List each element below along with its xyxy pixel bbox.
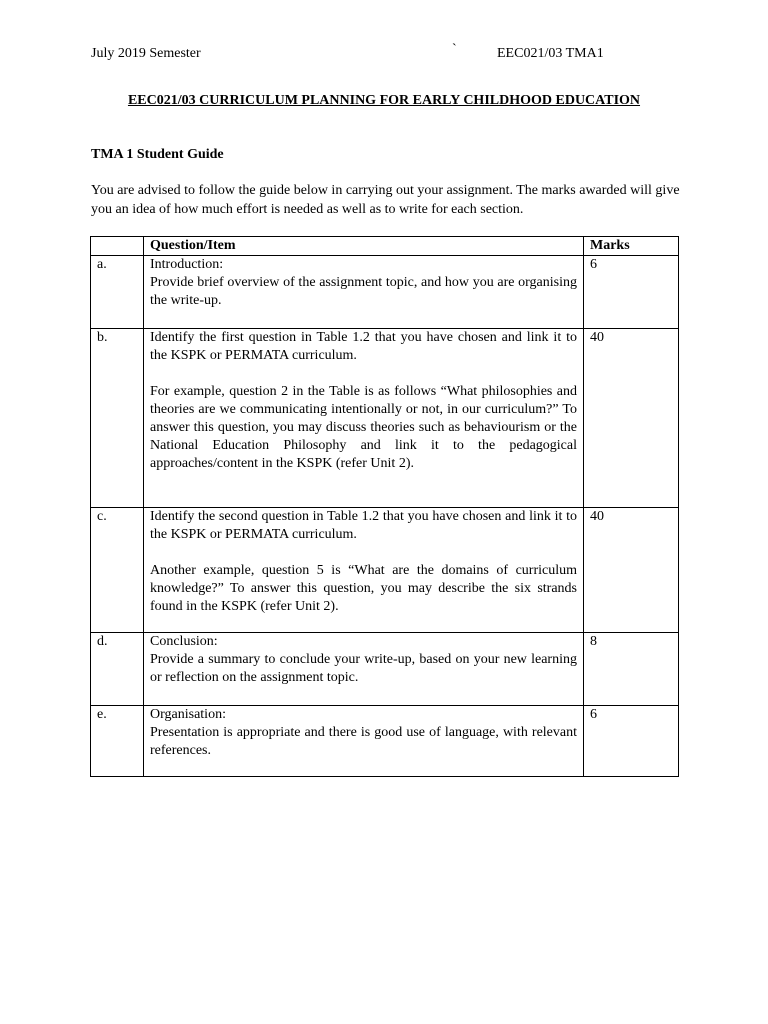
row-question-cell	[144, 329, 584, 508]
row-description: Identify the second question in Table 1.2 that you have chosen and link it to the KSPK or PERMATA curriculum.	[150, 509, 577, 542]
row-label: d.	[91, 633, 144, 706]
header-cell-label	[91, 237, 144, 256]
table-header-row	[91, 237, 679, 256]
row-example: Another example, question 5 is “What are the domains of curriculum knowledge?” To answer this question, you may describe the six strands found in the KSPK (refer Unit 2).	[150, 563, 577, 614]
table-row	[91, 706, 679, 777]
table-row	[91, 508, 679, 633]
course-title: EEC021/03 CURRICULUM PLANNING FOR EARLY CHILDHOOD EDUCATION	[127, 93, 641, 108]
row-label: a.	[91, 256, 144, 329]
header-cell-marks: Marks	[584, 237, 679, 256]
row-description: Presentation is appropriate and there is good use of language, with relevant references.	[150, 725, 577, 758]
table-row	[91, 329, 679, 508]
header-tick-mark: `	[452, 42, 457, 57]
row-example: For example, question 2 in the Table is as follows “What philosophies and theories are we communicating intentionally or not, in our curriculum?” To answer this question, you may discuss theories such as behaviourism or the National Education Philosophy and link it to the pedagogical approaches/content in the KSPK (refer Unit 2).	[150, 384, 577, 471]
row-question-cell	[144, 256, 584, 329]
row-marks: 6	[584, 256, 679, 329]
marks-guide-table	[90, 236, 679, 777]
row-marks: 6	[584, 706, 679, 777]
intro-paragraph: You are advised to follow the guide below in carrying out your assignment. The marks awarded will give you an idea of how much effort is needed as well as to write for each section.	[91, 183, 680, 217]
header-semester: July 2019 Semester	[91, 46, 201, 61]
row-label: c.	[91, 508, 144, 633]
row-title: Introduction:	[150, 257, 224, 272]
row-title: Conclusion:	[150, 634, 218, 649]
table-row	[91, 256, 679, 329]
table-row	[91, 633, 679, 706]
row-title: Organisation:	[150, 707, 226, 722]
row-description: Provide a summary to conclude your write-up, based on your new learning or reflection on the assignment topic.	[150, 652, 577, 685]
row-label: e.	[91, 706, 144, 777]
row-marks: 40	[584, 508, 679, 633]
row-marks: 40	[584, 329, 679, 508]
row-label: b.	[91, 329, 144, 508]
row-question-cell	[144, 633, 584, 706]
header-cell-question: Question/Item	[144, 237, 584, 256]
row-description: Provide brief overview of the assignment topic, and how you are organising the write-up.	[150, 275, 577, 308]
guide-heading: TMA 1 Student Guide	[91, 147, 224, 162]
row-question-cell	[144, 706, 584, 777]
header-course-code: EEC021/03 TMA1	[497, 46, 604, 61]
row-marks: 8	[584, 633, 679, 706]
row-description: Identify the first question in Table 1.2 that you have chosen and link it to the KSPK or PERMATA curriculum.	[150, 330, 577, 363]
row-question-cell	[144, 508, 584, 633]
